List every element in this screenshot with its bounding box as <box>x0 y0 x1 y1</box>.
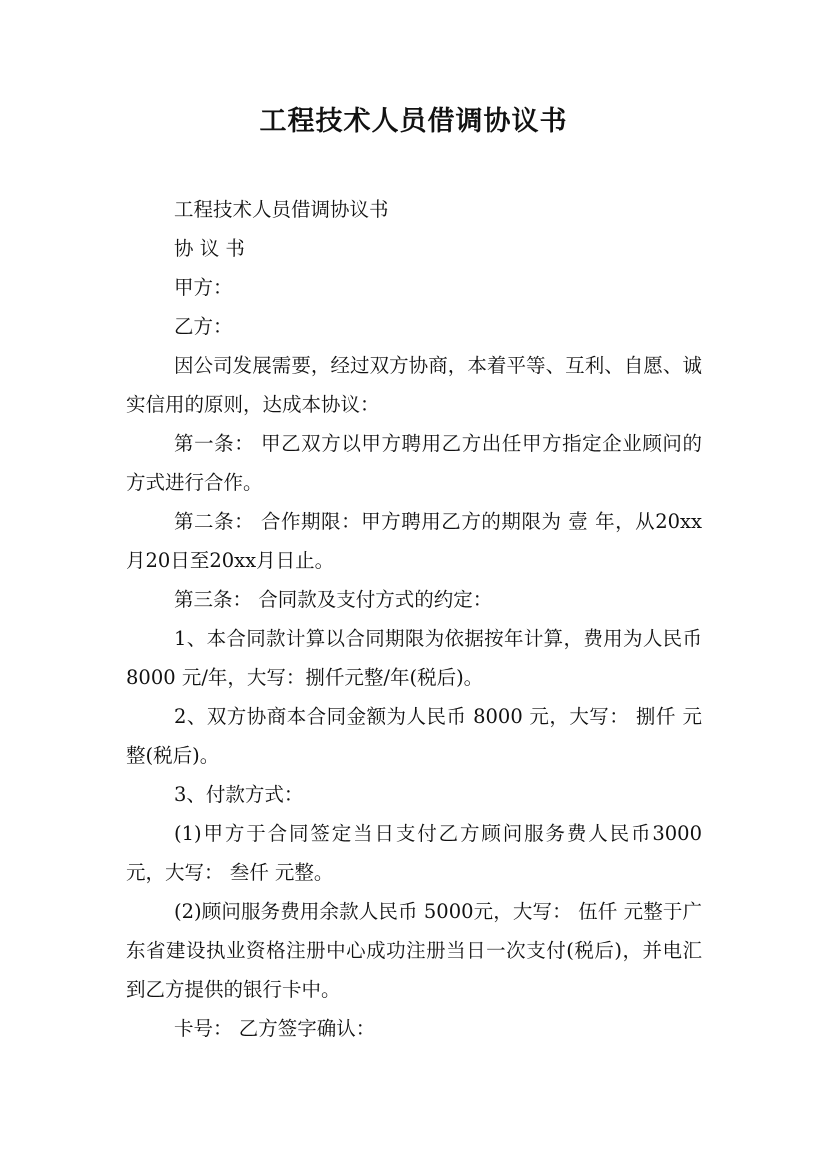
paragraph-article-3: 第三条： 合同款及支付方式的约定： <box>174 588 493 611</box>
paragraph-article-1: 第一条： 甲乙双方以甲方聘用乙方出任甲方指定企业顾问的方式进行合作。 <box>126 432 702 494</box>
paragraph-agreement-label: 协 议 书 <box>174 237 245 260</box>
paragraph-article-2: 第二条： 合作期限：甲方聘用乙方的期限为 壹 年，从20xx月20日至20xx月日止。 <box>126 510 702 572</box>
paragraph-party-a: 甲方： <box>174 276 233 299</box>
paragraph-preamble: 因公司发展需要，经过双方协商，本着平等、互利、自愿、诚实信用的原则，达成本协议： <box>126 354 702 416</box>
paragraph-clause-3: 3、付款方式： <box>174 783 304 806</box>
paragraph-payment-1: (1)甲方于合同签定当日支付乙方顾问服务费人民币3000 元，大写： 叁仟 元整。 <box>126 822 702 884</box>
paragraph-card-signature: 卡号： 乙方签字确认： <box>174 1017 376 1040</box>
paragraph-clause-2: 2、双方协商本合同金额为人民币 8000 元，大写： 捌仟 元整(税后)。 <box>126 705 702 767</box>
paragraph-payment-2: (2)顾问服务费用余款人民币 5000元，大写： 伍仟 元整于广东省建设执业资格注册中心成功注册当日一次支付(税后)，并电汇到乙方提供的银行卡中。 <box>126 900 702 1001</box>
document-body <box>126 190 702 1048</box>
paragraph-clause-1: 1、本合同款计算以合同期限为依据按年计算，费用为人民币 8000 元/年，大写：捌仟元整/年(税后)。 <box>126 627 702 689</box>
document-title: 工程技术人员借调协议书 <box>259 106 568 137</box>
paragraph-party-b: 乙方： <box>174 315 233 338</box>
paragraph-heading: 工程技术人员借调协议书 <box>174 198 389 221</box>
